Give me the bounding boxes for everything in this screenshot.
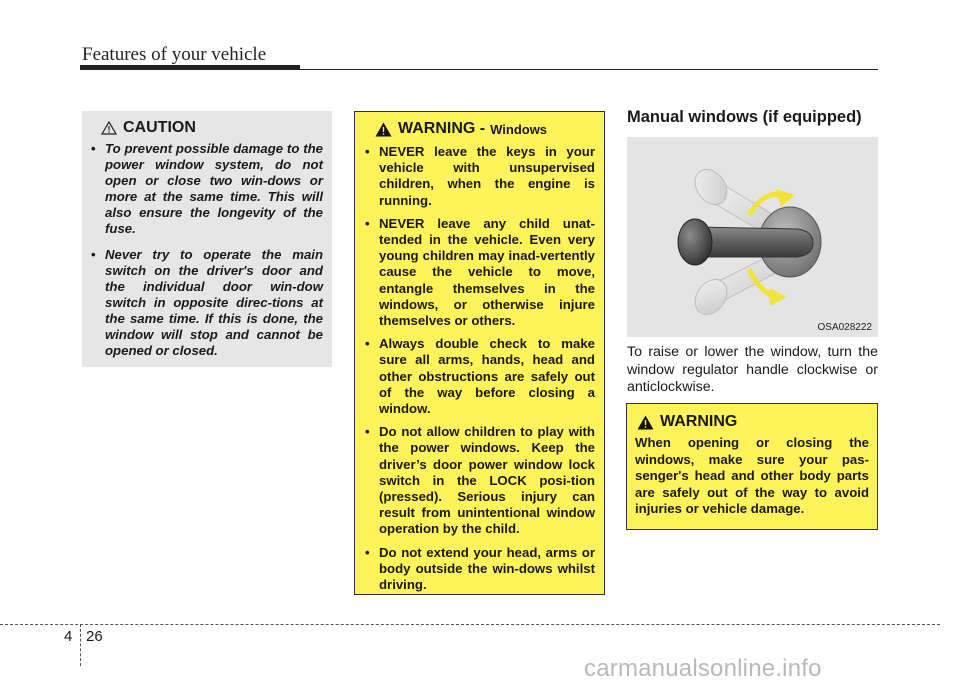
chapter-number: 4 — [64, 628, 73, 645]
window-regulator-handle-illustration — [627, 137, 878, 337]
caution-list — [91, 141, 323, 359]
warning-windows-box — [354, 111, 605, 595]
warning-item: • Always double check to make sure all arms, hands, head and other obstructions are safely out of the way before closing a window. — [365, 336, 595, 417]
window-handle-figure — [627, 137, 878, 337]
instruction-text: To raise or lower the window, turn the window regulator handle clockwise or anticlockwise. — [627, 344, 878, 395]
caution-item: • Never try to operate the main switch on the driver's door and the individual door win-dow switch in opposite direc-tions at the same time. If this is done, the window will stop and cannot be opened or closed. — [91, 247, 323, 359]
warning-windows-list — [365, 144, 595, 593]
caution-triangle-icon — [101, 121, 117, 135]
header-rule — [80, 69, 878, 70]
warning-item: • Do not allow children to play with the power windows. Keep the driver’s door power window lock switch in the LOCK posi-tion (pressed). Serious injury can result from unintentional window operation by the child. — [365, 424, 595, 537]
warning-triangle-icon — [375, 122, 392, 137]
warning-general-heading — [635, 413, 869, 431]
page-header-title: Features of your vehicle — [82, 44, 267, 65]
warning-triangle-icon — [637, 415, 654, 430]
page-number: 26 — [86, 628, 103, 645]
warning-item: • Do not extend your head, arms or body outside the win-dows whilst driving. — [365, 545, 595, 594]
warning-general-title: WARNING — [660, 413, 738, 430]
warning-item: • NEVER leave any child unat-tended in the vehicle. Even very young children may inad-vertently cause the vehicle to move, entangle themselves in the windows, or otherwise injure themselves or others. — [365, 216, 595, 329]
warning-windows-heading — [365, 120, 595, 138]
caution-box — [82, 111, 332, 367]
figure-code: OSA028222 — [817, 322, 872, 333]
warning-general-text: When opening or closing the windows, make sure your pas-senger's head and other body parts are safely out of the way to avoid injuries or vehicle damage. — [635, 435, 869, 516]
warning-windows-title: WARNING - — [398, 120, 486, 137]
footer-rule — [0, 624, 940, 625]
warning-general-box — [626, 403, 878, 530]
footer-divider — [80, 624, 81, 666]
warning-item: • NEVER leave the keys in your vehicle with unsupervised children, when the engine is running. — [365, 144, 595, 209]
caution-heading — [91, 119, 323, 137]
watermark: carmanualsonline.info — [584, 655, 822, 682]
caution-title: CAUTION — [123, 119, 196, 136]
warning-windows-subtitle: Windows — [490, 121, 548, 137]
section-heading: Manual windows (if equipped) — [627, 108, 862, 126]
caution-item: • To prevent possible damage to the power window system, do not open or close two win-dows or more at the same time. This will also ensure the longevity of the fuse. — [91, 141, 323, 237]
